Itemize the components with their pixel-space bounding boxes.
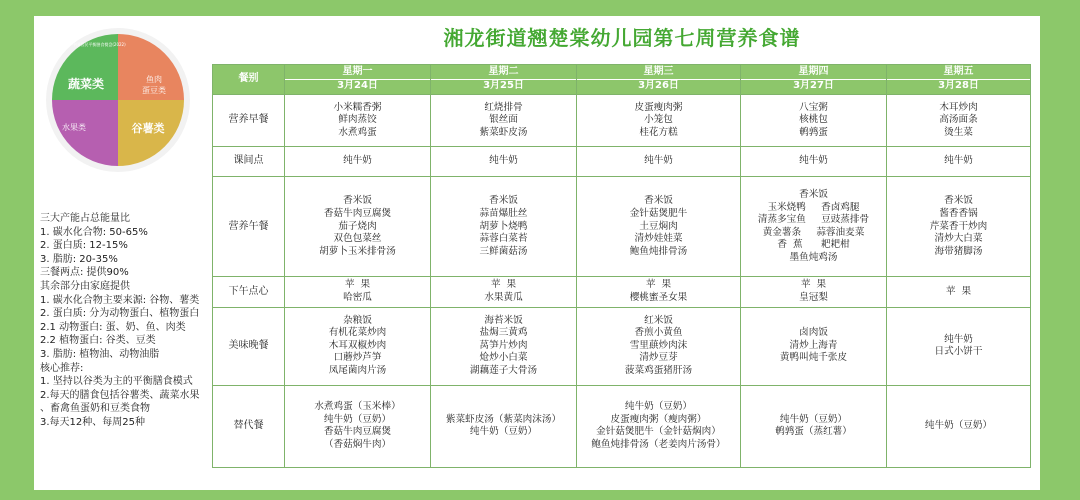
day-header [887,65,1031,95]
dish-item: 核桃包 [799,114,828,126]
dish-item: 香米饭 [944,195,973,207]
dish-item: 纯牛奶（豆奶） [924,420,993,432]
dish-item: 纯牛奶 [489,155,518,167]
dish-item: 高汤面条 [939,114,978,126]
menu-cell [741,177,887,277]
meal-label: 营养早餐 [213,95,285,147]
note-line: 1. 碳水化合物: 50-65% [40,226,148,238]
dish-item: 苹 果 [490,279,517,291]
menu-cell [577,95,741,147]
day-name: 星期四 [798,66,829,78]
dish-item: 小笼包 [644,114,673,126]
dish-item: 纯牛奶（豆奶） [469,426,538,438]
menu-cell [431,307,577,385]
dish-item: 香米饭 [799,189,828,201]
dish-item: 清炒娃娃菜 [634,233,683,245]
dish-item: 有机花菜炒肉 [328,327,387,339]
meal-label: 替代餐 [213,385,285,467]
dish-item: 香米饭 [489,195,518,207]
balanced-diet-plate [44,26,192,174]
dish-item: （香菇焖牛肉） [323,438,392,450]
menu-cell [741,307,887,385]
dish-item: 卤肉饭 [799,327,828,339]
meal-label: 下午点心 [213,277,285,307]
dish-item: 菠菜鸡蛋猪肝汤 [624,365,693,377]
dish-item: 胡萝卜烧鸭 [479,220,528,232]
dish-item: 日式小饼干 [934,346,983,358]
menu-cell [285,147,431,177]
note-line: 三餐两点: 提供90% [40,267,129,279]
note-line: 1. 坚持以谷类为主的平衡膳食模式 [40,376,193,388]
dish-item: 杂粮饭 [343,314,372,326]
weekly-menu-table [212,64,1031,468]
dish-item: 水煮鸡蛋（玉米棒） [314,401,401,413]
dish-item: 纯牛奶 [644,155,673,167]
meat-label: 鱼肉蛋豆类 [142,75,166,95]
plate-logo: 中国居民平衡膳食餐盘(2022) [72,42,126,47]
menu-cell [431,177,577,277]
dish-item: 木耳双椒炒肉 [328,339,387,351]
note-line: 、畜禽鱼蛋奶和豆类食物 [40,403,150,415]
dish-item: 皇冠梨 [799,292,828,303]
nutrition-notes [40,212,215,430]
menu-cell [431,385,577,467]
dish-item: 八宝粥 [799,101,828,113]
menu-cell [285,95,431,147]
dish-item: 小米糯香粥 [333,101,382,113]
dish-item: 桂花方糕 [639,126,678,138]
grain-label: 谷薯类 [131,122,165,135]
menu-cell [431,147,577,177]
dish-item: 纯牛奶（豆奶） [779,413,848,425]
meal-label: 课间点 [213,147,285,177]
day-header [577,65,741,95]
dish-item: 红米饭 [644,314,673,326]
dish-item: 酱香香锅 [939,207,978,219]
meal-row [213,277,1031,307]
day-name: 星期一 [342,66,373,78]
dish-item: 金针菇煲肥牛 [629,207,688,219]
dish-item: 黄鸭叫炖千张皮 [779,352,848,364]
note-line: 3. 脂肪: 植物油、动物油脂 [40,348,160,360]
note-line: 2. 蛋白质: 分为动物蛋白、植物蛋白 [40,308,200,320]
menu-cell [577,385,741,467]
menu-cell [285,307,431,385]
note-line: 2.2 植物蛋白: 谷类、豆类 [40,335,156,347]
menu-cell [741,147,887,177]
dish-item: 炝炒小白菜 [479,352,528,364]
dish-item: 哈密瓜 [343,292,372,303]
dish-item: 水果黄瓜 [484,292,523,303]
dish-item: 鹌鹑蛋 [799,126,828,138]
note-line: 2. 蛋白质: 12-15% [40,240,128,252]
dish-item: 樱桃蜜圣女果 [629,292,688,303]
dish-item: 湖藕莲子大骨汤 [469,365,538,377]
dish-item: 纯牛奶 [944,155,973,167]
dish-item: 紫菜虾皮汤 [479,126,528,138]
day-date: 3月28日 [887,79,1030,93]
dish-item: 口蘑炒芦笋 [333,352,382,364]
dish-item: 苹 果 [645,279,672,291]
dish-item: 蒜苗爆肚丝 [479,207,528,219]
dish-item: 苹 果 [344,279,371,291]
dish-item: 香煎小黄鱼 [634,327,683,339]
dish-item: 水煮鸡蛋 [338,126,377,138]
dish-item: 皮蛋瘦肉粥（瘦肉粥） [610,413,707,425]
day-header [285,65,431,95]
menu-cell [741,277,887,307]
menu-cell [431,95,577,147]
dish-item: 清炒大白菜 [934,233,983,245]
meal-row [213,147,1031,177]
menu-cell [577,277,741,307]
dish-item: 鲍鱼炖排骨汤（老姜肉片汤骨） [591,438,726,450]
menu-cell [887,277,1031,307]
menu-cell [285,277,431,307]
dish-item: 银丝面 [489,114,518,126]
dish-item: 清蒸多宝鱼 豆豉蒸排骨 [757,214,870,226]
day-date: 3月25日 [431,79,576,93]
note-line: 3. 脂肪: 20-35% [40,253,118,265]
dish-item: 鲜肉蒸饺 [338,114,377,126]
dish-item: 清炒上海青 [789,339,838,351]
dish-item: 墨鱼炖鸡汤 [789,252,838,264]
dish-item: 香 蕉 耙耙柑 [777,239,850,251]
note-line: 1. 碳水化合物主要来源: 谷物、薯类 [40,294,200,306]
dish-item: 三鲜菌菇汤 [479,245,528,257]
note-line: 2.每天的膳食包括谷薯类、蔬菜水果 [40,389,200,401]
day-header [741,65,887,95]
dish-item: 双色包菜丝 [333,233,382,245]
menu-cell [887,307,1031,385]
meal-header: 餐别 [213,65,285,95]
dish-item: 茄子烧肉 [338,220,377,232]
meal-row [213,95,1031,147]
note-line: 2.1 动物蛋白: 蛋、奶、鱼、肉类 [40,321,186,333]
day-name: 星期二 [488,66,519,78]
veg-label: 蔬菜类 [67,77,105,91]
dish-item: 香菇牛肉豆腐煲 [323,426,392,438]
dish-item: 金针菇煲肥牛（金针菇焖肉） [596,426,721,438]
dish-item: 纯牛奶 [944,333,973,345]
dish-item: 玉米烧鸭 香卤鸡腿 [767,201,860,213]
meal-row [213,385,1031,467]
dish-item: 黄金薯条 蒜蓉油麦菜 [762,226,865,238]
menu-cell [741,385,887,467]
menu-cell [285,177,431,277]
header-row [213,65,1031,95]
day-date: 3月27日 [741,79,886,93]
dish-item: 海带猪脚汤 [934,245,983,257]
dish-item: 木耳炒肉 [939,101,978,113]
meal-row [213,307,1031,385]
dish-item: 烫生菜 [944,126,973,138]
menu-cell [887,95,1031,147]
dish-item: 海苔米饭 [484,314,523,326]
menu-cell [887,147,1031,177]
dish-item: 纯牛奶 [343,155,372,167]
dish-item: 蒜蓉白菜苔 [479,233,528,245]
dish-item: 鲍鱼炖排骨汤 [629,245,688,257]
dish-item: 红烧排骨 [484,101,523,113]
day-name: 星期五 [943,66,974,78]
dish-item: 盐焗三黄鸡 [479,327,528,339]
note-line: 3.每天12种、每周25种 [40,416,145,428]
menu-cell [577,177,741,277]
dish-item: 纯牛奶（豆奶） [323,413,392,425]
day-date: 3月26日 [577,79,740,93]
day-header [431,65,577,95]
dish-item: 莴笋片炒肉 [479,339,528,351]
note-line: 核心推荐: [40,362,84,374]
dish-item: 雪里蕻炒肉沫 [629,339,688,351]
dish-item: 芹菜香干炒肉 [929,220,988,232]
dish-item: 纯牛奶（豆奶） [624,401,693,413]
menu-cell [577,307,741,385]
menu-cell [577,147,741,177]
meal-label: 营养午餐 [213,177,285,277]
fruit-label: 水果类 [62,123,86,132]
dish-item: 香菇牛肉豆腐煲 [323,207,392,219]
menu-cell [431,277,577,307]
dish-item: 香米饭 [343,195,372,207]
dish-item: 纯牛奶 [799,155,828,167]
dish-item: 鹌鹑蛋（蒸红薯） [775,426,852,438]
menu-cell [741,95,887,147]
meal-row [213,177,1031,277]
dish-item: 香米饭 [644,195,673,207]
note-line: 其余部分由家庭提供 [40,280,130,292]
menu-cell [887,177,1031,277]
dish-item: 苹 果 [945,285,972,297]
dish-item: 苹 果 [800,279,827,291]
meal-label: 美味晚餐 [213,307,285,385]
dish-item: 胡萝卜玉米排骨汤 [319,245,396,257]
menu-cell [285,385,431,467]
dish-item: 清炒豆芽 [639,352,678,364]
menu-cell [887,385,1031,467]
dish-item: 紫菜虾皮汤（紫菜肉沫汤） [445,413,562,425]
dish-item: 皮蛋瘦肉粥 [634,101,683,113]
day-name: 星期三 [643,66,674,78]
dish-item: 土豆焖肉 [639,220,678,232]
dish-item: 凤尾菌肉片汤 [328,365,387,377]
fruit-segment [52,100,118,166]
day-date: 3月24日 [285,79,430,93]
page-title: 湘龙街道翘楚棠幼儿园第七周营养食谱 [443,26,801,50]
note-line: 三大产能占总能量比 [40,213,130,224]
